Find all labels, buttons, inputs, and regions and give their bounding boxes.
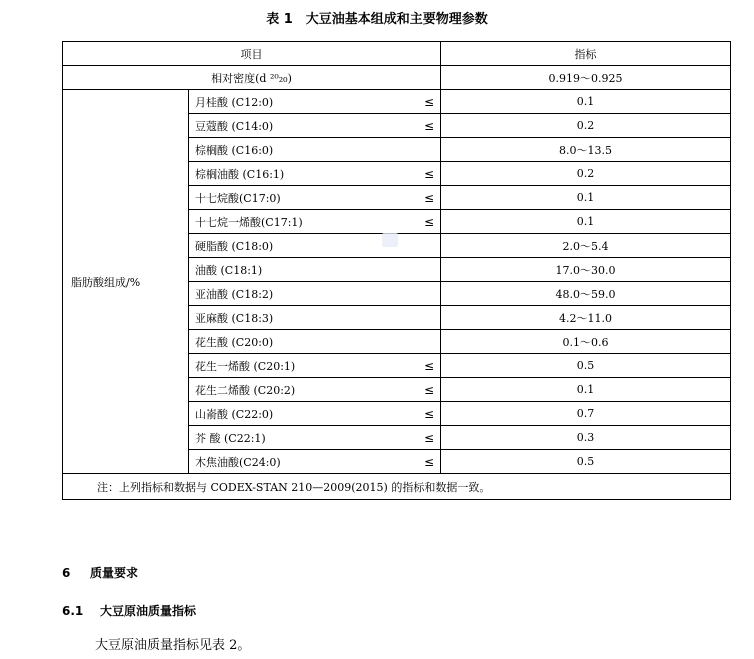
acid-value: 0.1 bbox=[441, 186, 731, 210]
acid-name: 花生一烯酸 (C20:1) bbox=[195, 359, 296, 373]
section-title: 大豆原油质量指标 bbox=[100, 604, 197, 618]
less-equal-symbol: ≤ bbox=[423, 118, 434, 133]
acid-name-cell bbox=[189, 282, 441, 306]
less-equal-symbol: ≤ bbox=[423, 166, 434, 181]
acid-value: 0.5 bbox=[441, 354, 731, 378]
acid-name: 硬脂酸 (C18:0) bbox=[195, 239, 274, 253]
acid-name-cell bbox=[189, 402, 441, 426]
watermark-mark bbox=[382, 233, 398, 247]
composition-table bbox=[62, 41, 731, 500]
acid-name-cell bbox=[189, 210, 441, 234]
acid-value: 0.2 bbox=[441, 114, 731, 138]
acid-value: 0.3 bbox=[441, 426, 731, 450]
section-6-1-heading bbox=[62, 602, 196, 619]
body-paragraph: 大豆原油质量指标见表 2。 bbox=[95, 638, 251, 653]
acid-value: 8.0～13.5 bbox=[441, 138, 731, 162]
acid-name: 芥 酸 (C22:1) bbox=[195, 431, 266, 445]
less-equal-symbol: ≤ bbox=[423, 430, 434, 445]
acid-name-cell bbox=[189, 234, 441, 258]
density-value: 0.919～0.925 bbox=[441, 66, 731, 90]
acid-value: 4.2～11.0 bbox=[441, 306, 731, 330]
acid-name: 十七烷酸(C17:0) bbox=[195, 191, 281, 205]
acid-name: 棕榈酸 (C16:0) bbox=[195, 143, 274, 157]
acid-value: 0.1 bbox=[441, 378, 731, 402]
acid-name: 花生酸 (C20:0) bbox=[195, 335, 274, 349]
acid-value: 0.1～0.6 bbox=[441, 330, 731, 354]
acid-name: 花生二烯酸 (C20:2) bbox=[195, 383, 296, 397]
acid-value: 48.0～59.0 bbox=[441, 282, 731, 306]
less-equal-symbol: ≤ bbox=[423, 382, 434, 397]
header-index: 指标 bbox=[441, 42, 731, 66]
acid-name: 油酸 (C18:1) bbox=[195, 263, 263, 277]
header-row bbox=[63, 42, 731, 66]
table-row bbox=[63, 90, 731, 114]
fatty-acid-group-label: 脂肪酸组成/% bbox=[63, 90, 189, 474]
acid-value: 0.1 bbox=[441, 210, 731, 234]
less-equal-symbol: ≤ bbox=[423, 406, 434, 421]
acid-value: 0.2 bbox=[441, 162, 731, 186]
density-row bbox=[63, 66, 731, 90]
less-equal-symbol: ≤ bbox=[423, 190, 434, 205]
table-caption: 表 1 大豆油基本组成和主要物理参数 bbox=[266, 12, 488, 27]
acid-name-cell bbox=[189, 426, 441, 450]
acid-value: 0.1 bbox=[441, 90, 731, 114]
density-label: 相对密度(d ²⁰₂₀) bbox=[63, 66, 441, 90]
acid-name-cell bbox=[189, 186, 441, 210]
acid-name-cell bbox=[189, 258, 441, 282]
acid-name-cell bbox=[189, 162, 441, 186]
acid-value: 0.7 bbox=[441, 402, 731, 426]
less-equal-symbol: ≤ bbox=[423, 94, 434, 109]
section-number: 6.1 bbox=[62, 604, 84, 618]
acid-name-cell bbox=[189, 138, 441, 162]
acid-name: 月桂酸 (C12:0) bbox=[195, 95, 274, 109]
acid-name-cell bbox=[189, 90, 441, 114]
acid-name: 棕榈油酸 (C16:1) bbox=[195, 167, 285, 181]
acid-name: 豆蔻酸 (C14:0) bbox=[195, 119, 274, 133]
table-note: 注：上列指标和数据与 CODEX-STAN 210—2009(2015) 的指标和数据一致。 bbox=[63, 474, 731, 500]
acid-name: 山嵛酸 (C22:0) bbox=[195, 407, 274, 421]
less-equal-symbol: ≤ bbox=[423, 358, 434, 373]
section-title: 质量要求 bbox=[90, 566, 139, 580]
acid-name: 十七烷一烯酸(C17:1) bbox=[195, 215, 303, 229]
acid-value: 2.0～5.4 bbox=[441, 234, 731, 258]
acid-value: 0.5 bbox=[441, 450, 731, 474]
acid-name: 亚油酸 (C18:2) bbox=[195, 287, 274, 301]
acid-name-cell bbox=[189, 114, 441, 138]
note-row bbox=[63, 474, 731, 500]
header-item: 项目 bbox=[63, 42, 441, 66]
less-equal-symbol: ≤ bbox=[423, 214, 434, 229]
acid-name-cell bbox=[189, 306, 441, 330]
section-number: 6 bbox=[62, 566, 71, 580]
acid-value: 17.0～30.0 bbox=[441, 258, 731, 282]
acid-name-cell bbox=[189, 330, 441, 354]
acid-name: 木焦油酸(C24:0) bbox=[195, 455, 281, 469]
acid-name: 亚麻酸 (C18:3) bbox=[195, 311, 274, 325]
acid-name-cell bbox=[189, 378, 441, 402]
section-6-heading bbox=[62, 564, 138, 581]
acid-name-cell bbox=[189, 450, 441, 474]
less-equal-symbol: ≤ bbox=[423, 454, 434, 469]
acid-name-cell bbox=[189, 354, 441, 378]
